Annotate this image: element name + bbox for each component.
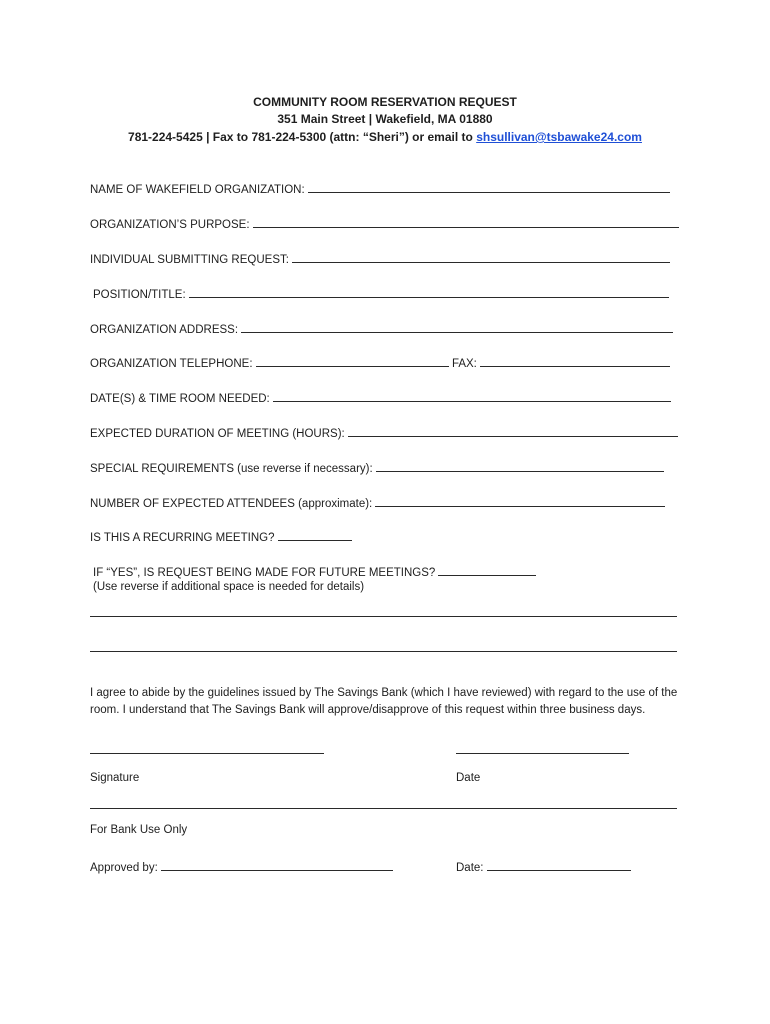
purpose-blank[interactable]: [253, 216, 679, 228]
field-individual: [90, 251, 670, 266]
signature-line[interactable]: [90, 753, 324, 754]
field-label: ORGANIZATION’S PURPOSE:: [90, 219, 250, 231]
field-future: [93, 564, 536, 579]
field-label: DATE(S) & TIME ROOM NEEDED:: [90, 393, 270, 405]
field-duration: [90, 425, 678, 440]
field-special: [90, 460, 664, 475]
email-link[interactable]: shsullivan@tsbawake24.com: [476, 130, 642, 144]
bank-date-blank[interactable]: [487, 859, 631, 871]
organization-name-blank[interactable]: [308, 181, 670, 193]
recurring-blank[interactable]: [278, 529, 352, 541]
field-label: ORGANIZATION TELEPHONE:: [90, 358, 253, 370]
approved-by-blank[interactable]: [161, 859, 393, 871]
details-line-2[interactable]: [90, 651, 677, 652]
field-dates: [90, 390, 671, 405]
field-label: INDIVIDUAL SUBMITTING REQUEST:: [90, 254, 289, 266]
field-telephone: [90, 355, 670, 370]
signature-label: Signature: [90, 772, 140, 784]
details-line-1[interactable]: [90, 616, 677, 617]
field-label: IS THIS A RECURRING MEETING?: [90, 532, 275, 544]
future-note: (Use reverse if additional space is needed for details): [93, 581, 365, 593]
bank-use-divider: [90, 808, 677, 809]
position-blank[interactable]: [189, 286, 669, 298]
contact-phone-fax: 781-224-5425 | Fax to 781-224-5300 (attn: “Sheri”) or email to: [128, 130, 477, 144]
field-address: [90, 321, 673, 336]
address-blank[interactable]: [241, 321, 673, 333]
telephone-blank[interactable]: [256, 355, 449, 367]
individual-blank[interactable]: [292, 251, 670, 263]
fax-blank[interactable]: [480, 355, 670, 367]
agreement-text: I agree to abide by the guidelines issued by The Savings Bank (which I have reviewed) with regard to the use of the room. I understand that The Savings Bank will approve/disapprove of this request within three business days.: [90, 687, 678, 716]
approved-by-label: Approved by:: [90, 862, 158, 874]
field-attendees: [90, 495, 665, 510]
special-blank[interactable]: [376, 460, 664, 472]
field-recurring: [90, 529, 352, 544]
field-label: ORGANIZATION ADDRESS:: [90, 324, 239, 336]
date-label: Date: [456, 772, 481, 784]
bank-address: 351 Main Street | Wakefield, MA 01880: [277, 112, 493, 126]
field-label: NUMBER OF EXPECTED ATTENDEES (approximate):: [90, 498, 373, 510]
date-line[interactable]: [456, 753, 629, 754]
field-label: SPECIAL REQUIREMENTS (use reverse if necessary):: [90, 463, 373, 475]
field-label: EXPECTED DURATION OF MEETING (HOURS):: [90, 428, 345, 440]
bank-use-heading: For Bank Use Only: [90, 824, 188, 836]
approved-by-field: [90, 859, 393, 874]
form-title: COMMUNITY ROOM RESERVATION REQUEST: [253, 95, 517, 109]
contact-line: [0, 130, 770, 144]
dates-blank[interactable]: [273, 390, 671, 402]
duration-blank[interactable]: [348, 425, 678, 437]
bank-date-label: Date:: [456, 862, 484, 874]
fax-label: FAX:: [451, 358, 477, 370]
future-blank[interactable]: [438, 564, 536, 576]
bank-date-field: [456, 859, 631, 874]
field-label: POSITION/TITLE:: [93, 289, 186, 301]
field-purpose: [90, 216, 679, 231]
attendees-blank[interactable]: [375, 495, 665, 507]
field-organization-name: [90, 181, 670, 196]
field-position: [93, 286, 669, 301]
field-label: NAME OF WAKEFIELD ORGANIZATION:: [90, 184, 305, 196]
field-label: IF “YES”, IS REQUEST BEING MADE FOR FUTURE MEETINGS?: [93, 567, 436, 579]
